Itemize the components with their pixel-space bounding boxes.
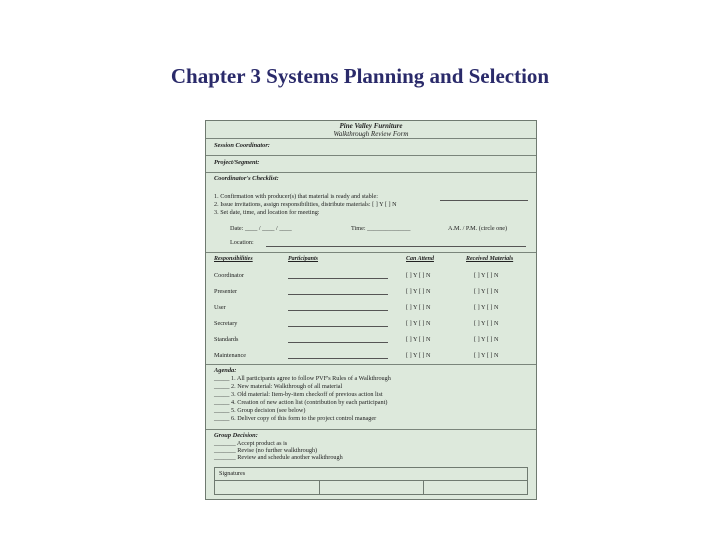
agenda-item-1: _____ 1. All participants agree to follow PVF's Rules of a Walkthrough (214, 375, 391, 382)
decision-item-accept: _______ Accept product as is (214, 440, 288, 447)
received-checkbox: [ ] Y [ ] N (474, 336, 499, 343)
attend-checkbox: [ ] Y [ ] N (406, 352, 431, 359)
checklist-date: Date: ____ / ____ / ____ (230, 225, 292, 232)
checklist-ampm: A.M. / P.M. (circle one) (448, 225, 508, 232)
project-segment-label: Project/Segment: (214, 159, 260, 166)
checklist-location: Location: (230, 239, 254, 246)
attend-checkbox: [ ] Y [ ] N (406, 272, 431, 279)
agenda-title: Agenda: (214, 367, 237, 374)
role-coordinator: Coordinator (214, 272, 244, 279)
checklist-item-1: 1. Confirmation with producer(s) that material is ready and stable: (214, 193, 378, 200)
project-segment-section (206, 155, 536, 173)
role-secretary: Secretary (214, 320, 238, 327)
form-header (206, 121, 536, 139)
col-header-participants: Participants (288, 256, 319, 262)
checklist-item-3: 3. Set date, time, and location for meeting: (214, 209, 320, 216)
attend-checkbox: [ ] Y [ ] N (406, 304, 431, 311)
decision-item-revise: _______ Revise (no further walkthrough) (214, 447, 318, 454)
role-presenter: Presenter (214, 288, 238, 295)
decision-item-review: _______ Review and schedule another walkthrough (214, 454, 343, 461)
signatures-column-divider (319, 480, 320, 494)
received-checkbox: [ ] Y [ ] N (474, 272, 499, 279)
decision-title: Group Decision: (214, 432, 258, 439)
received-checkbox: [ ] Y [ ] N (474, 288, 499, 295)
form-company-name: Pine Valley Furniture (339, 122, 403, 130)
attend-checkbox: [ ] Y [ ] N (406, 336, 431, 343)
participant-line (288, 310, 388, 311)
signatures-box (214, 467, 528, 495)
participant-line (288, 358, 388, 359)
col-header-responsibilities: Responsibilities (214, 256, 253, 262)
signatures-column-divider (423, 480, 424, 494)
role-user: User (214, 304, 226, 311)
agenda-section (206, 364, 536, 430)
agenda-item-5: _____ 5. Group decision (see below) (214, 407, 306, 414)
participant-line (288, 278, 388, 279)
location-line (266, 246, 526, 247)
col-header-received-materials: Received Materials (466, 256, 514, 262)
checklist-section (206, 172, 536, 253)
roles-section (206, 252, 536, 365)
col-header-can-attend: Can Attend (406, 256, 434, 262)
agenda-item-2: _____ 2. New material: Walkthrough of all material (214, 383, 343, 390)
agenda-item-3: _____ 3. Old material: Item-by-item checkoff of previous action list (214, 391, 383, 398)
participant-line (288, 326, 388, 327)
received-checkbox: [ ] Y [ ] N (474, 304, 499, 311)
received-checkbox: [ ] Y [ ] N (474, 352, 499, 359)
role-standards: Standards (214, 336, 239, 343)
participant-line (288, 294, 388, 295)
received-checkbox: [ ] Y [ ] N (474, 320, 499, 327)
checklist-item-2: 2. Issue invitations, assign responsibilities, distribute materials: [ ] Y [ ] N (214, 201, 397, 208)
agenda-item-4: _____ 4. Creation of new action list (contribution by each participant) (214, 399, 388, 406)
agenda-item-6: _____ 6. Deliver copy of this form to the project control manager (214, 415, 377, 422)
signatures-divider (215, 480, 527, 481)
decision-section (206, 429, 536, 465)
slide-title: Chapter 3 Systems Planning and Selection (170, 64, 550, 88)
session-coordinator-label: Session Coordinator: (214, 142, 270, 149)
session-coordinator-section (206, 138, 536, 156)
role-maintenance: Maintenance (214, 352, 246, 359)
signatures-label: Signatures (219, 470, 246, 477)
checklist-time: Time: ______________ (351, 225, 411, 232)
checklist-item-1-line (440, 200, 528, 201)
attend-checkbox: [ ] Y [ ] N (406, 320, 431, 327)
participant-line (288, 342, 388, 343)
attend-checkbox: [ ] Y [ ] N (406, 288, 431, 295)
form-title: Walkthrough Review Form (333, 130, 409, 138)
checklist-title: Coordinator's Checklist: (214, 175, 279, 182)
walkthrough-review-form (205, 120, 537, 500)
